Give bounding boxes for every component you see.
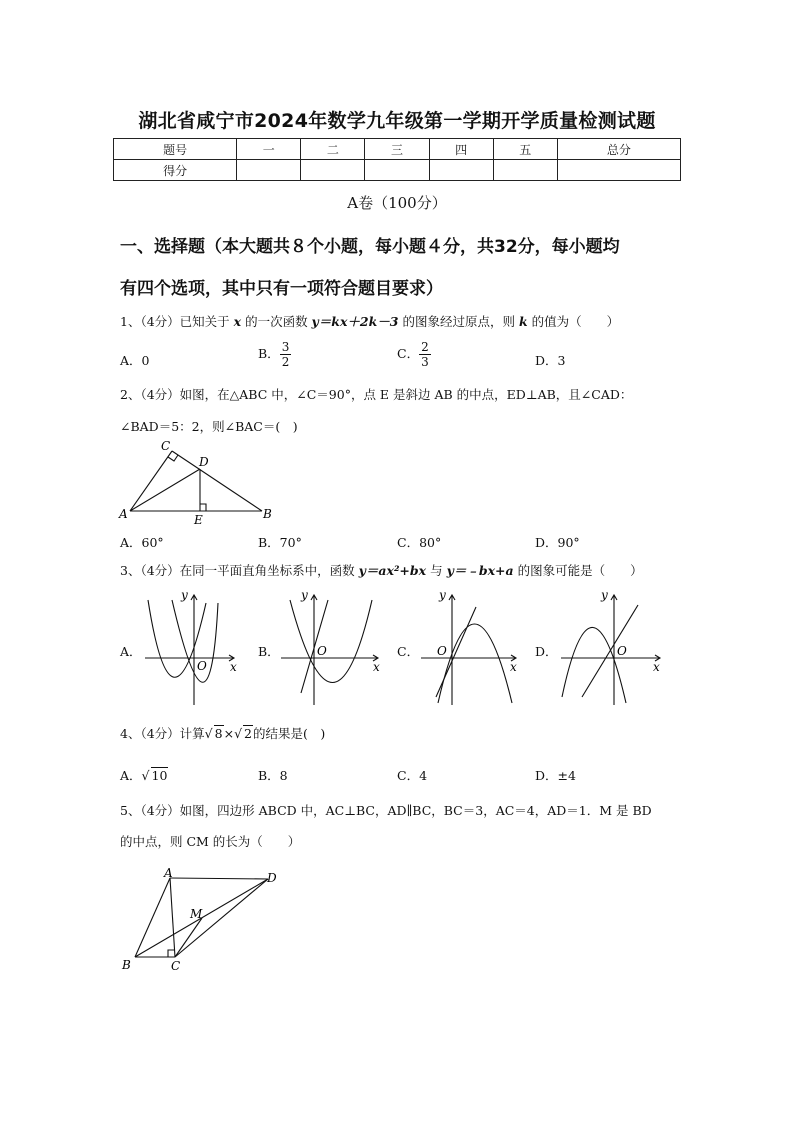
q2-option-c[interactable]: C．80°: [397, 535, 442, 550]
q2-option-b[interactable]: B．70°: [258, 535, 302, 550]
question-5-stem-line1: 5、（4分）如图，四边形 ABCD 中，AC⊥BC，AD∥BC，BC＝3，AC＝4，AD＝1．M 是 BD: [120, 803, 652, 818]
y-axis-label: y: [439, 588, 446, 602]
graph-c[interactable]: [416, 585, 522, 710]
question-3-stem: 3、（4分）在同一平面直角坐标系中，函数 y＝ax²+bx 与 y＝﹣bx+a 的图象可能是（ ）: [120, 563, 643, 578]
origin-label: O: [197, 659, 207, 673]
y-axis-label: y: [181, 588, 188, 602]
label-b: B: [263, 507, 272, 521]
sqrt-symbol: √: [141, 768, 150, 783]
origin-label: O: [437, 644, 447, 658]
y-axis-label: y: [601, 588, 608, 602]
question-2-stem-line1: 2、（4分）如图，在△ABC 中，∠C＝90°，点 E 是斜边 AB 的中点，ED⊥AB，且∠CAD：: [120, 387, 633, 402]
origin-label: O: [617, 644, 627, 658]
q4-option-d[interactable]: D．±4: [535, 768, 576, 783]
score-table: [113, 138, 681, 181]
q1-option-c[interactable]: C． $\frac{2}{3}$: [397, 340, 429, 369]
label-m: M: [190, 907, 203, 921]
q3-option-c[interactable]: C．: [397, 644, 420, 659]
score-header-cell: 一: [237, 139, 301, 160]
score-header-cell: 三: [365, 139, 429, 160]
sqrt-symbol: √: [234, 726, 243, 741]
label-a: A: [164, 866, 173, 880]
q1-option-d[interactable]: D．3: [535, 353, 566, 368]
score-header-cell: 四: [429, 139, 493, 160]
score-cell[interactable]: [557, 160, 680, 181]
label-a: A: [119, 507, 128, 521]
question-2-stem-line2: ∠BAD＝5：2，则∠BAC＝( ): [120, 419, 298, 434]
sqrt-symbol: √: [204, 726, 213, 741]
q3-option-a[interactable]: A．: [120, 644, 142, 659]
y-axis-label: y: [301, 588, 308, 602]
q1-option-a[interactable]: A．0: [120, 353, 150, 368]
score-table-score-row: [114, 160, 681, 181]
x-axis-label: x: [373, 660, 380, 674]
q3-option-d[interactable]: D．: [535, 644, 558, 659]
q4-option-c[interactable]: C．4: [397, 768, 428, 783]
x-axis-label: x: [510, 660, 517, 674]
volume-title: A卷（100分）: [347, 194, 447, 212]
x-axis-label: x: [230, 660, 237, 674]
label-c: C: [171, 959, 181, 973]
score-row-label: 得分: [114, 160, 237, 181]
label-d: D: [199, 455, 209, 469]
graph-b[interactable]: [276, 585, 384, 710]
q4-option-a[interactable]: A．√ 10: [120, 768, 168, 783]
section-heading-line2: 有四个选项，其中只有一项符合题目要求）: [120, 279, 443, 299]
q4-option-b[interactable]: B．8: [258, 768, 288, 783]
score-table-header-row: [114, 139, 681, 160]
score-header-cell: 总分: [557, 139, 680, 160]
score-header-cell: 题号: [114, 139, 237, 160]
label-e: E: [194, 513, 203, 527]
score-cell[interactable]: [429, 160, 493, 181]
question-5-stem-line2: 的中点，则 CM 的长为（ ）: [120, 834, 301, 849]
label-d: D: [267, 871, 277, 885]
section-heading-line1: 一、选择题（本大题共８个小题，每小题４分，共32分，每小题均: [120, 237, 620, 257]
label-b: B: [122, 958, 131, 972]
score-cell[interactable]: [493, 160, 557, 181]
question-4-stem: 4、（4分）计算√ 8×√ 2的结果是( ): [120, 726, 326, 741]
score-header-cell: 五: [493, 139, 557, 160]
q1-option-b[interactable]: B． $\frac{3}{2}$: [258, 340, 290, 369]
x-axis-label: x: [653, 660, 660, 674]
graph-d[interactable]: [556, 585, 664, 710]
origin-label: O: [317, 644, 327, 658]
graph-a[interactable]: [140, 585, 240, 710]
score-cell[interactable]: [301, 160, 365, 181]
fraction: $\frac{2}{3}$: [421, 340, 429, 369]
page-title: 湖北省咸宁市2024年数学九年级第一学期开学质量检测试题: [138, 110, 656, 132]
question-1-stem: 1、（4分）已知关于 x 的一次函数 y＝kx＋2k－3 的图象经过原点，则 k 的值为（ ）: [120, 314, 620, 329]
triangle-figure: [116, 436, 276, 528]
label-c: C: [161, 439, 171, 453]
q3-option-b[interactable]: B．: [258, 644, 280, 659]
score-header-cell: 二: [301, 139, 365, 160]
score-cell[interactable]: [237, 160, 301, 181]
q2-option-d[interactable]: D．90°: [535, 535, 580, 550]
score-cell[interactable]: [365, 160, 429, 181]
quadrilateral-figure: [118, 862, 288, 980]
q2-option-a[interactable]: A．60°: [120, 535, 164, 550]
fraction: $\frac{3}{2}$: [281, 340, 290, 369]
